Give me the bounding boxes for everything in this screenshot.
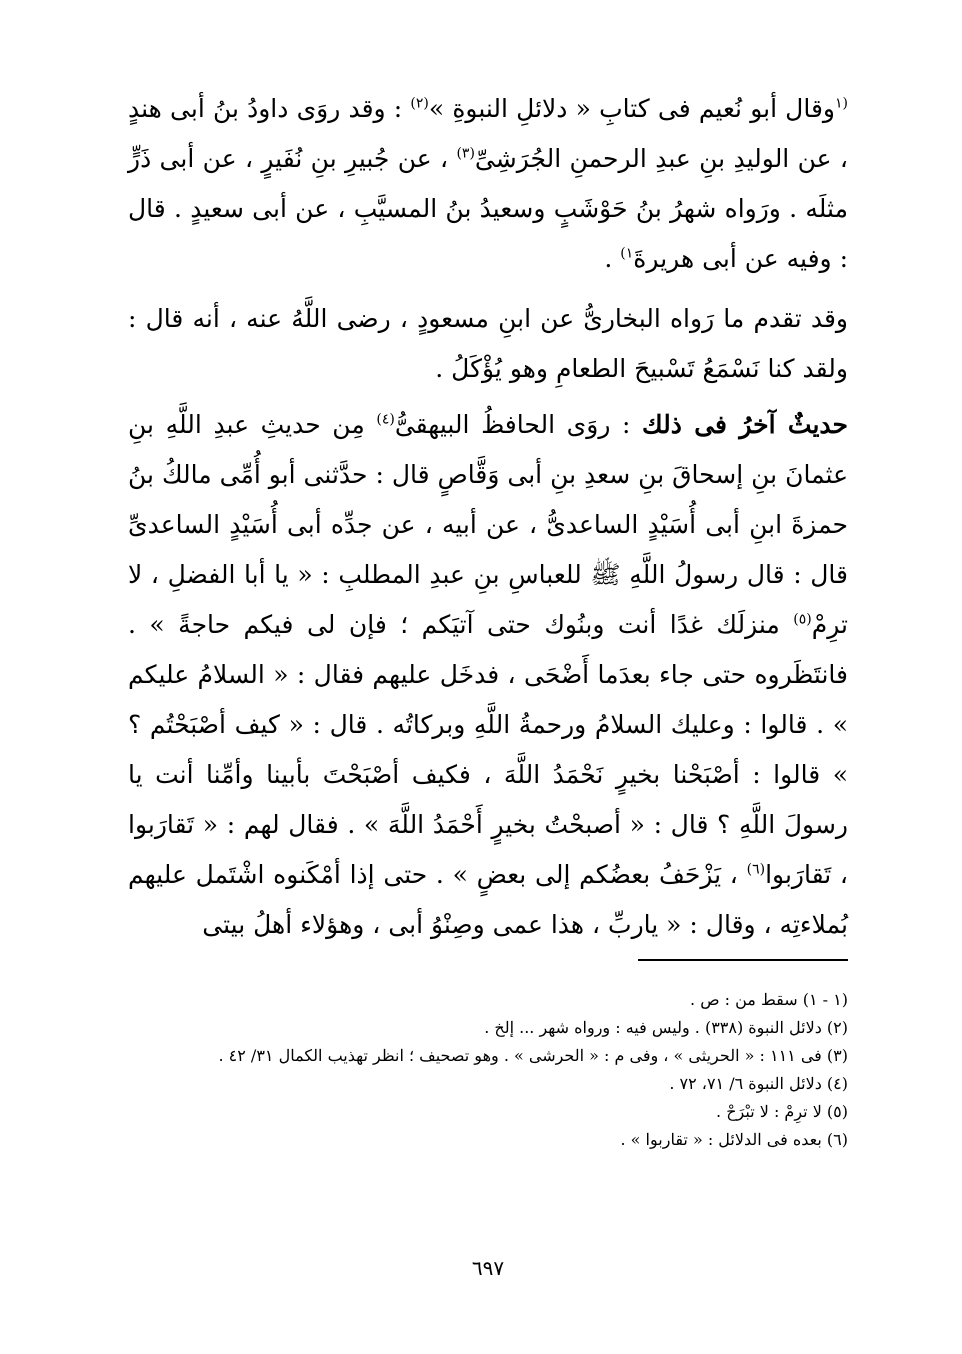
footnote-marker-3: (٣)	[456, 145, 475, 162]
footnote-4: (٤) دلائل النبوة ٦/ ٧١، ٧٢ .	[669, 1074, 848, 1093]
paragraph-1-end: .	[604, 244, 621, 273]
footnote-marker-5: (٥)	[793, 611, 812, 628]
paragraph-3-text-b: مِن حديثِ عبدِ اللَّهِ بنِ عثمانَ بنِ إسحاقَ بنِ سعدِ بنِ أبى وَقَّاصٍ قال : حدَّثنى أبو أُمِّى مالكُ بنُ حمزةَ ابنِ أبى أُسَيْدٍ الساعدىُّ ، عن أبيه ، عن جدِّه أبى أُسَيْدٍ الساعدىِّ قال : قال رسولُ اللَّهِ ﷺ للعباسِ بنِ عبدِ المطلبِ : « يا أبا الفضلِ ، لا ترِمْ	[128, 410, 848, 639]
section-heading: حديثٌ آخرُ فى ذلك	[642, 410, 848, 439]
footnotes-list	[128, 986, 848, 1154]
page-content	[128, 70, 848, 1320]
page-number: ٦٩٧	[471, 1256, 505, 1280]
footnote-1: (١ - ١) سقط من : ص .	[690, 990, 848, 1009]
footnote-marker-open: (١	[835, 95, 848, 112]
paragraph-1	[128, 70, 848, 284]
paragraph-1-text-a: وقال أبو نُعيم فى كتابِ « دلائلِ النبوةِ »	[428, 94, 835, 123]
paragraph-3-text-a: : روَى الحافظُ البيهقىُّ	[394, 410, 643, 439]
footnote-marker-6: (٦)	[746, 861, 766, 878]
paragraph-1-text-c: ، عن جُبيرِ بنِ نُفَيرٍ ، عن أبى ذَرٍّ مثلَه . ورَواه شهرُ بنُ حَوْشَبٍ وسعيدُ بنُ المسيَّبِ ، عن أبى سعيدٍ . قال : وفيه عن أبى هريرةَ	[128, 144, 848, 273]
footnote-marker-4: (٤)	[376, 411, 395, 428]
paragraph-3	[128, 400, 848, 950]
footnote-marker-close: ١)	[620, 245, 634, 262]
paragraph-3-text-d: ، يَزْحَفُ بعضُكم إلى بعضٍ » . حتى إذا أمْكَنوه اشْتَمل عليهم بُملاءتِه ، وقال : « ياربِّ ، هذا عمى وصِنْوُ أبى ، وهؤلاء أهلُ بيتى	[128, 860, 848, 939]
paragraph-3-text-c: منزلَك غدًا أنت وبنُوك حتى آتيَكم ؛ فإن لى فيكم حاجةً » . فانتَظَروه حتى جاء بعدَما أَضْحَى ، فدخَل عليهم فقال : « السلامُ عليكم » . قالوا : وعليك السلامُ ورحمةُ اللَّهِ وبركاتُه . قال : « كيف أصْبَحْتُم ؟ » قالوا : أصْبَحْنا بخيرٍ نَحْمَدُ اللَّهَ ، فكيف أصْبَحْتَ بأبينا وأمِّنا أنت يا رسولَ اللَّهِ ؟ قال : « أصبحْتُ بخيرٍ أَحْمَدُ اللَّهَ » . فقال لهم : « تَقارَبوا ، تَقارَبوا	[128, 610, 848, 889]
footnote-6: (٦) بعده فى الدلائل : « تقاربوا » .	[620, 1130, 848, 1149]
footnote-marker-2: (٢)	[410, 95, 429, 112]
footnote-5: (٥) لا ترِمْ : لا تبْرَحْ .	[716, 1102, 848, 1121]
footnote-divider	[638, 959, 848, 961]
footnote-3: (٣) فى ١١١ : « الحريثى » ، وفى م : « الحرشى » . وهو تصحيف ؛ انظر تهذيب الكمال ٣١/ ٤٢ .	[218, 1046, 848, 1065]
paragraph-1-text-b: : وقد روَى داودُ بنُ أبى هندٍ ، عن الوليدِ بنِ عبدِ الرحمنِ الجُرَشِىِّ	[128, 94, 848, 173]
footnote-2: (٢) دلائل النبوة (٣٣٨) . وليس فيه : ورواه شهر ... إلخ .	[484, 1018, 848, 1037]
paragraph-2: وقد تقدم ما رَواه البخارىُّ عن ابنِ مسعودٍ ، رضى اللَّهُ عنه ، أنه قال : ولقد كنا نَسْمَعُ تَسْبيحَ الطعامِ وهو يُؤْكَلُ .	[128, 304, 848, 383]
